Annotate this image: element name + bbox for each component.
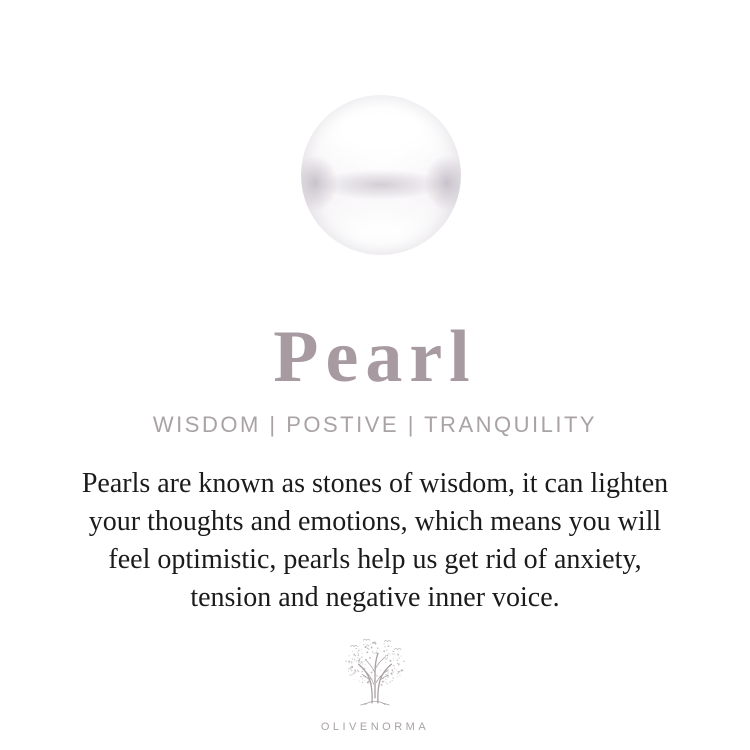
description-paragraph [0, 465, 750, 617]
pearl-sphere-image [301, 95, 461, 255]
tree-of-life-icon [325, 634, 425, 718]
keywords-subtitle: WISDOM | POSTIVE | TRANQUILITY [152, 412, 598, 437]
page-title: Pearl [273, 316, 477, 398]
description-line: tension and negative inner voice. [190, 582, 560, 613]
brand-logo [0, 634, 750, 733]
description-line: Pearls are known as stones of wisdom, it can lighten [81, 468, 669, 499]
brand-wordmark: OLIVENORMA [320, 721, 430, 733]
description-line: feel optimistic, pearls help us get rid of anxiety, [108, 544, 642, 575]
description-line: your thoughts and emotions, which means you will [88, 506, 662, 537]
